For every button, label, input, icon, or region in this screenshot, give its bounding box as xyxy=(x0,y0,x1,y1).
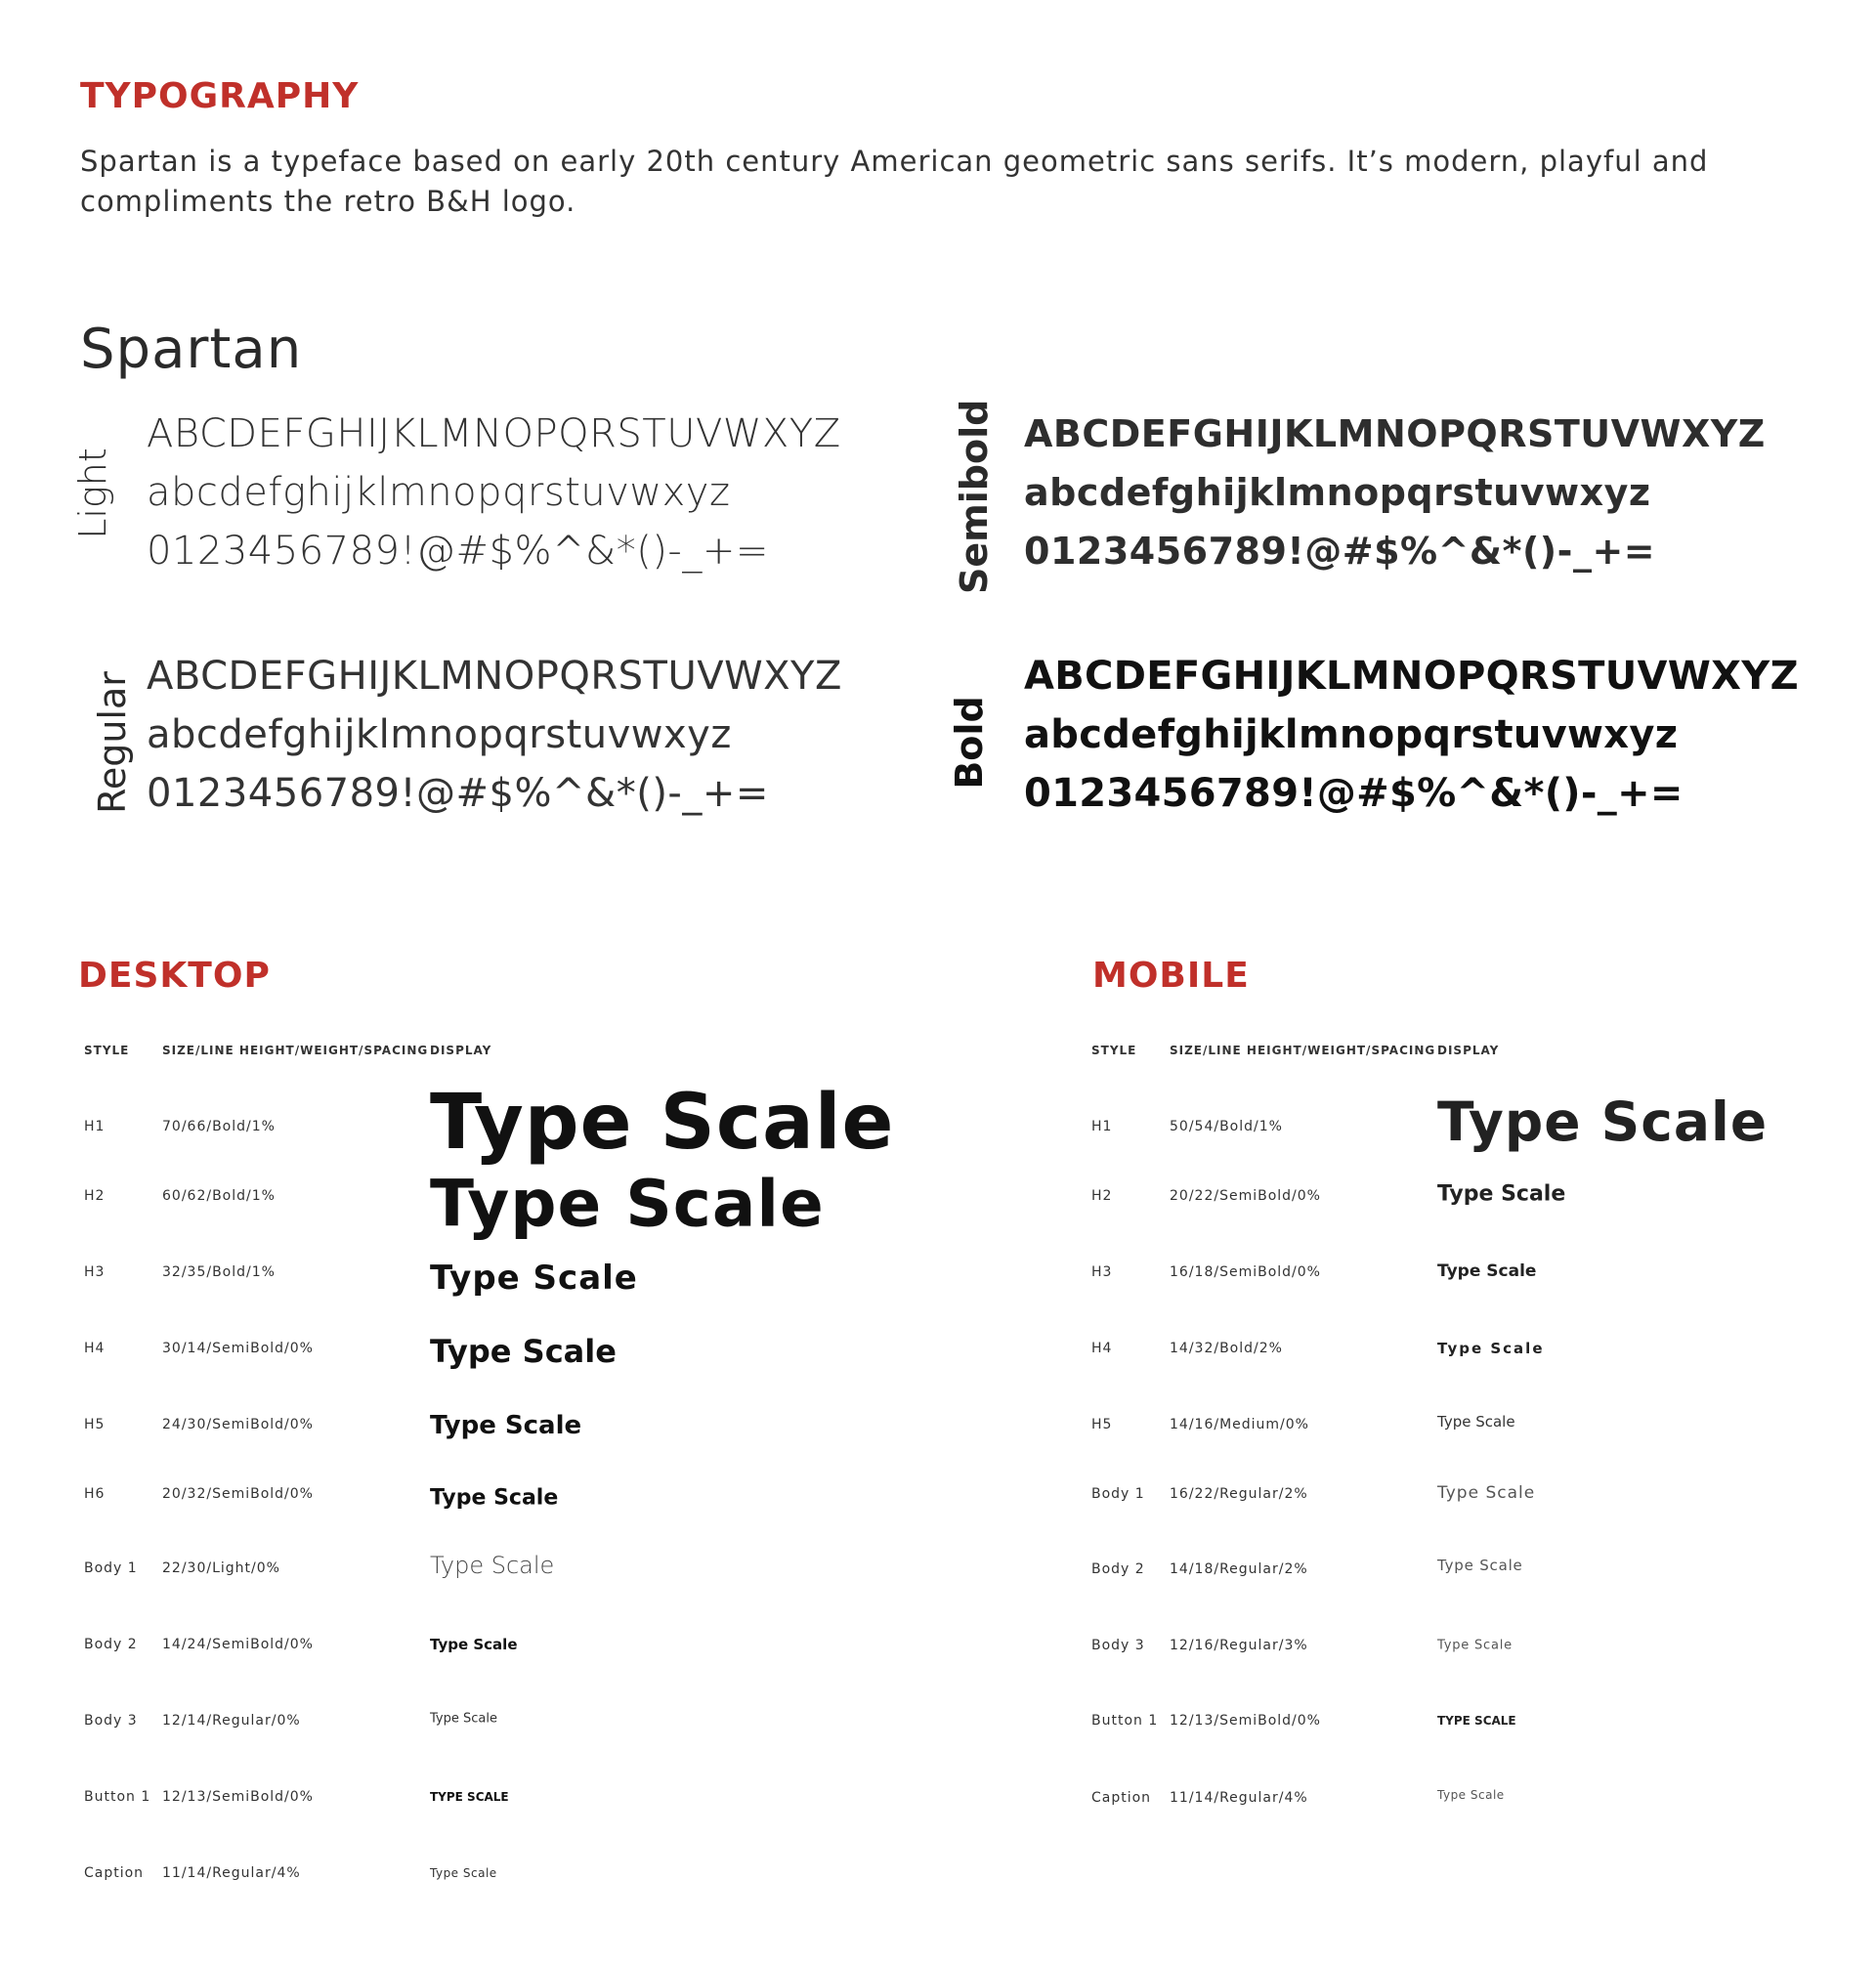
weight-label-regular: Regular xyxy=(91,671,134,814)
row-style: Body 2 xyxy=(1091,1561,1145,1577)
row-spec: 14/24/SemiBold/0% xyxy=(162,1637,314,1652)
header-style: STYLE xyxy=(1091,1044,1137,1057)
specimen-lowercase: abcdefghijklmnopqrstuvwxyz xyxy=(147,470,731,515)
mobile-type-scale-table xyxy=(1091,1036,1834,1954)
table-row-h3 xyxy=(1091,1261,1834,1282)
row-spec: 20/22/SemiBold/0% xyxy=(1170,1188,1321,1204)
table-row-body-3 xyxy=(84,1711,827,1730)
header-spec: SIZE/LINE HEIGHT/WEIGHT/SPACING xyxy=(1170,1044,1436,1057)
row-spec: 11/14/Regular/4% xyxy=(1170,1790,1308,1806)
specimen-lowercase: abcdefghijklmnopqrstuvwxyz xyxy=(1024,471,1651,514)
row-display: Type Scale xyxy=(1437,1483,1536,1503)
row-display: Type Scale xyxy=(430,1485,559,1511)
row-style: Body 3 xyxy=(1091,1638,1145,1653)
row-spec: 30/14/SemiBold/0% xyxy=(162,1341,314,1356)
row-display: Type Scale xyxy=(430,1411,582,1440)
row-style: Body 2 xyxy=(84,1637,138,1652)
table-row-body-1 xyxy=(1091,1483,1834,1504)
row-style: Body 3 xyxy=(84,1713,138,1729)
header-display: DISPLAY xyxy=(1437,1044,1500,1057)
row-spec: 14/32/Bold/2% xyxy=(1170,1341,1283,1356)
table-row-body-2 xyxy=(84,1636,827,1654)
row-style: Button 1 xyxy=(84,1789,151,1805)
row-spec: 12/14/Regular/0% xyxy=(162,1713,301,1729)
row-display: Type Scale xyxy=(1437,1557,1523,1574)
table-row-h4 xyxy=(84,1333,827,1370)
row-spec: 24/30/SemiBold/0% xyxy=(162,1417,314,1432)
row-display: Type Scale xyxy=(430,1866,497,1880)
header-spec: SIZE/LINE HEIGHT/WEIGHT/SPACING xyxy=(162,1044,429,1057)
weight-label-semibold: Semibold xyxy=(953,399,996,594)
table-row-button-1 xyxy=(1091,1713,1834,1730)
row-display: TYPE SCALE xyxy=(430,1790,509,1804)
row-style: H1 xyxy=(84,1119,106,1134)
specimen-regular xyxy=(147,647,842,823)
specimen-semibold xyxy=(1024,405,1766,580)
row-display: Type Scale xyxy=(1437,1413,1515,1431)
font-name: Spartan xyxy=(80,318,303,381)
specimen-lowercase: abcdefghijklmnopqrstuvwxyz xyxy=(1024,712,1679,757)
row-style: H1 xyxy=(1091,1119,1113,1134)
specimen-uppercase: ABCDEFGHIJKLMNOPQRSTUVWXYZ xyxy=(1024,654,1799,699)
table-row-body-3 xyxy=(1091,1638,1834,1655)
row-spec: 11/14/Regular/4% xyxy=(162,1865,301,1881)
table-row-body-1 xyxy=(84,1552,827,1579)
row-spec: 70/66/Bold/1% xyxy=(162,1119,276,1134)
specimen-light xyxy=(147,405,841,580)
row-spec: 12/13/SemiBold/0% xyxy=(162,1789,314,1805)
row-spec: 16/18/SemiBold/0% xyxy=(1170,1264,1321,1280)
header-display: DISPLAY xyxy=(430,1044,492,1057)
row-style: H2 xyxy=(84,1188,106,1204)
table-row-h4 xyxy=(1091,1340,1834,1358)
row-style: Body 1 xyxy=(1091,1486,1145,1502)
header-style: STYLE xyxy=(84,1044,130,1057)
row-style: Caption xyxy=(1091,1790,1152,1806)
row-display: Type Scale xyxy=(1437,1261,1537,1281)
row-style: Body 1 xyxy=(84,1560,138,1576)
weight-label-bold: Bold xyxy=(948,696,991,790)
row-style: H6 xyxy=(84,1486,106,1502)
row-display: Type Scale xyxy=(1437,1788,1505,1802)
specimen-uppercase: ABCDEFGHIJKLMNOPQRSTUVWXYZ xyxy=(1024,412,1766,455)
specimen-uppercase: ABCDEFGHIJKLMNOPQRSTUVWXYZ xyxy=(147,654,842,699)
table-row-body-2 xyxy=(1091,1557,1834,1579)
row-style: H2 xyxy=(1091,1188,1113,1204)
row-spec: 12/16/Regular/3% xyxy=(1170,1638,1308,1653)
row-style: Button 1 xyxy=(1091,1713,1159,1729)
row-style: H5 xyxy=(1091,1417,1113,1432)
table-row-h1 xyxy=(1091,1090,1834,1153)
row-spec: 60/62/Bold/1% xyxy=(162,1188,276,1204)
row-display: Type Scale xyxy=(430,1259,638,1298)
row-display: Type Scale xyxy=(1437,1181,1566,1207)
row-style: H3 xyxy=(84,1264,106,1280)
specimen-bold xyxy=(1024,647,1799,823)
mobile-title: MOBILE xyxy=(1092,956,1250,996)
specimen-numerals: 0123456789!@#$%^&*()-_+= xyxy=(147,529,769,574)
row-display: Type Scale xyxy=(1437,1090,1769,1153)
row-display: Type Scale xyxy=(1437,1340,1545,1357)
row-spec: 50/54/Bold/1% xyxy=(1170,1119,1283,1134)
row-spec: 16/22/Regular/2% xyxy=(1170,1486,1308,1502)
row-display: Type Scale xyxy=(430,1711,497,1727)
specimen-uppercase: ABCDEFGHIJKLMNOPQRSTUVWXYZ xyxy=(147,411,841,456)
table-row-caption xyxy=(84,1865,827,1883)
desktop-type-scale-table xyxy=(84,1036,895,1954)
table-row-button-1 xyxy=(84,1789,827,1807)
table-row-h2 xyxy=(84,1166,827,1242)
table-row-h2 xyxy=(1091,1181,1834,1207)
row-style: H5 xyxy=(84,1417,106,1432)
table-row-h5 xyxy=(1091,1413,1834,1434)
row-spec: 14/16/Medium/0% xyxy=(1170,1417,1309,1432)
specimen-numerals: 0123456789!@#$%^&*()-_+= xyxy=(1024,771,1684,816)
desktop-title: DESKTOP xyxy=(78,956,271,996)
row-spec: 14/18/Regular/2% xyxy=(1170,1561,1308,1577)
weight-label-light: Light xyxy=(71,448,114,539)
table-row-h3 xyxy=(84,1259,827,1298)
row-display: Type Scale xyxy=(430,1333,617,1370)
row-style: H3 xyxy=(1091,1264,1113,1280)
row-spec: 20/32/SemiBold/0% xyxy=(162,1486,314,1502)
specimen-numerals: 0123456789!@#$%^&*()-_+= xyxy=(1024,530,1656,573)
row-display: Type Scale xyxy=(430,1079,895,1167)
table-row-h1 xyxy=(84,1079,895,1167)
row-style: Caption xyxy=(84,1865,145,1881)
row-spec: 12/13/SemiBold/0% xyxy=(1170,1713,1321,1729)
typography-description: Spartan is a typeface based on early 20th century American geometric sans serifs. It’s modern, playful and compliments the retro B&H logo. xyxy=(80,145,1709,218)
row-display: Type Scale xyxy=(1437,1638,1513,1653)
row-display: Type Scale xyxy=(430,1552,555,1579)
row-display: TYPE SCALE xyxy=(1437,1714,1516,1728)
specimen-numerals: 0123456789!@#$%^&*()-_+= xyxy=(147,771,769,816)
table-row-h5 xyxy=(84,1411,827,1440)
table-row-h6 xyxy=(84,1485,827,1511)
row-display: Type Scale xyxy=(430,1166,825,1242)
typography-title: TYPOGRAPHY xyxy=(80,76,360,116)
row-style: H4 xyxy=(84,1341,106,1356)
row-spec: 22/30/Light/0% xyxy=(162,1560,280,1576)
table-row-caption xyxy=(1091,1788,1834,1808)
specimen-lowercase: abcdefghijklmnopqrstuvwxyz xyxy=(147,712,732,757)
row-display: Type Scale xyxy=(430,1636,518,1653)
row-style: H4 xyxy=(1091,1341,1113,1356)
row-spec: 32/35/Bold/1% xyxy=(162,1264,276,1280)
